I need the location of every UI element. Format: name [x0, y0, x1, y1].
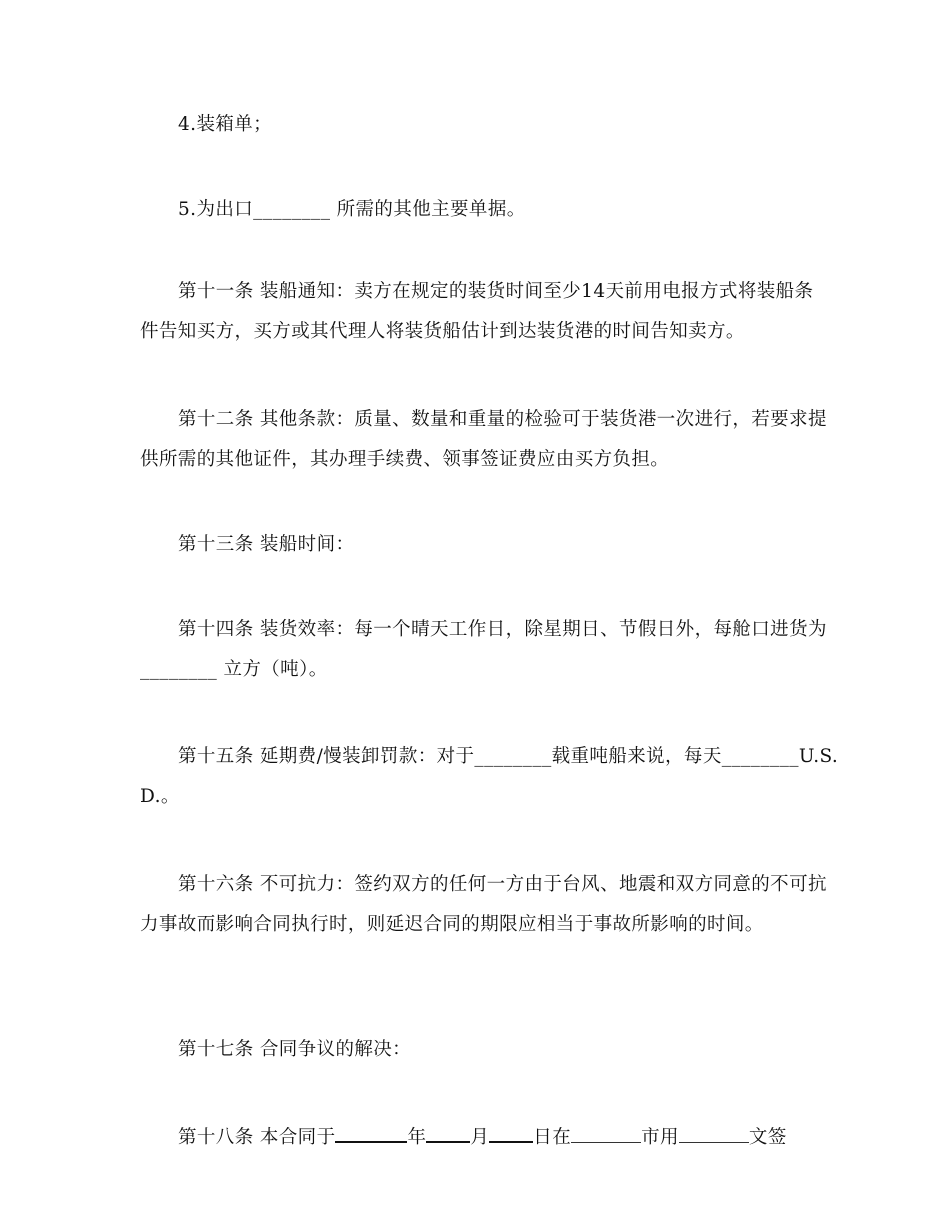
item-packing-list: 4.装箱单； — [178, 114, 273, 135]
language-blank — [679, 1124, 749, 1143]
article-11-line-2: 件告知买方，买方或其代理人将装货船估计到达装货港的时间告知卖方。 — [140, 321, 745, 342]
article-17: 第十七条 合同争议的解决： — [178, 1039, 412, 1060]
article-18 — [178, 1123, 787, 1150]
year-blank — [335, 1123, 407, 1143]
article-18-text-4: 日在 — [533, 1127, 572, 1148]
article-18-text-5: 市用 — [641, 1127, 679, 1148]
article-13: 第十三条 装船时间： — [178, 534, 355, 555]
article-16-line-1: 第十六条 不可抗力：签约双方的任何一方由于台风、地震和双方同意的不可抗 — [178, 874, 827, 895]
article-12-line-2: 供所需的其他证件，其办理手续费、领事签证费应由买方负担。 — [140, 449, 670, 470]
item-other-documents: 5.为出口________ 所需的其他主要单据。 — [178, 199, 526, 220]
article-15-line-1: 第十五条 延期费/慢装卸罚款：对于________载重吨船来说，每天________U.S. — [178, 746, 839, 767]
article-12-line-1: 第十二条 其他条款：质量、数量和重量的检验可于装货港一次进行，若要求提 — [178, 409, 827, 430]
article-14-line-1: 第十四条 装货效率：每一个晴天工作日，除星期日、节假日外，每舱口进货为 — [178, 619, 827, 640]
article-18-text-2: 年 — [407, 1127, 427, 1148]
article-18-text-6: 文签 — [748, 1127, 787, 1148]
city-blank — [571, 1124, 641, 1143]
article-15-line-2: D.。 — [140, 786, 180, 807]
article-18-text-1: 第十八条 本合同于 — [178, 1127, 336, 1148]
article-11-line-1: 第十一条 装船通知：卖方在规定的装货时间至少14天前用电报方式将装船条 — [178, 281, 814, 302]
article-16-line-2: 力事故而影响合同执行时，则延迟合同的期限应相当于事故所影响的时间。 — [140, 914, 764, 935]
month-blank — [426, 1123, 470, 1143]
day-blank — [489, 1123, 533, 1143]
article-14-line-2: ________ 立方（吨）。 — [140, 659, 328, 680]
article-18-text-3: 月 — [470, 1127, 490, 1148]
